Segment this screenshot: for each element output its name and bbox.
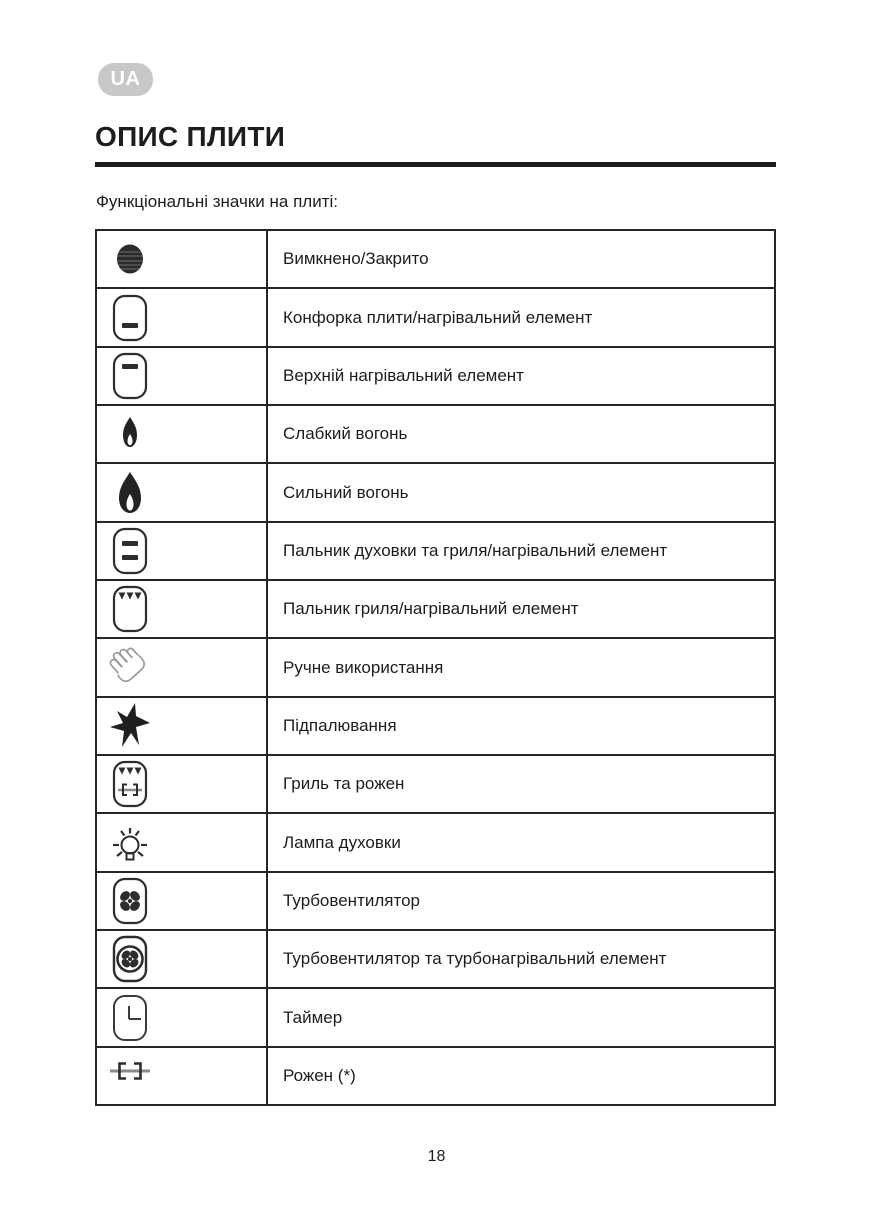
language-badge: UA	[98, 63, 153, 96]
row-label: Пальник духовки та гриля/нагрівальний елемент	[283, 540, 668, 560]
table-row	[97, 812, 774, 870]
grill-burner-icon	[108, 584, 152, 634]
table-row	[97, 1046, 774, 1104]
table-row	[97, 987, 774, 1045]
icon-cell	[97, 464, 268, 520]
row-label: Рожен (*)	[283, 1065, 356, 1085]
table-row	[97, 696, 774, 754]
icon-legend-table	[95, 229, 776, 1106]
table-row	[97, 929, 774, 987]
table-row	[97, 462, 774, 520]
icon-cell	[97, 756, 268, 812]
grill-rotisserie-icon	[108, 759, 152, 809]
icon-cell	[97, 814, 268, 870]
page-content	[95, 121, 776, 1106]
hotplate-icon	[108, 293, 152, 343]
timer-icon	[108, 993, 152, 1043]
row-label: Таймер	[283, 1007, 343, 1027]
manual-use-icon	[108, 643, 152, 693]
low-flame-icon	[108, 409, 152, 459]
table-row	[97, 404, 774, 462]
row-label: Верхній нагрівальний елемент	[283, 365, 524, 385]
table-row	[97, 579, 774, 637]
row-label: Пальник гриля/нагрівальний елемент	[283, 599, 579, 619]
icon-cell	[97, 231, 268, 287]
icon-cell	[97, 406, 268, 462]
icon-cell	[97, 289, 268, 345]
icon-cell	[97, 698, 268, 754]
oven-lamp-icon	[108, 818, 152, 868]
turbo-fan-heat-icon	[108, 934, 152, 984]
page-number: 18	[427, 1148, 446, 1165]
high-flame-icon	[108, 468, 152, 518]
turbo-fan-icon	[108, 876, 152, 926]
row-label: Конфорка плити/нагрівальний елемент	[283, 307, 593, 327]
icon-cell	[97, 989, 268, 1045]
table-row	[97, 287, 774, 345]
row-label: Підпалювання	[283, 715, 397, 735]
oven-grill-burner-icon	[108, 526, 152, 576]
row-label: Ручне використання	[283, 657, 444, 677]
intro-text: Функціональні значки на плиті:	[96, 192, 338, 211]
row-label: Турбовентилятор	[283, 890, 420, 910]
row-label: Гриль та рожен	[283, 774, 405, 794]
table-row	[97, 521, 774, 579]
row-label: Слабкий вогонь	[283, 424, 408, 444]
icon-cell	[97, 639, 268, 695]
icon-cell	[97, 931, 268, 987]
rotisserie-icon	[108, 1051, 152, 1101]
icon-cell	[97, 1048, 268, 1104]
page-title: ОПИС ПЛИТИ	[95, 121, 286, 152]
ignition-icon	[108, 701, 152, 751]
row-label: Сильний вогонь	[283, 482, 409, 502]
icon-cell	[97, 348, 268, 404]
icon-cell	[97, 523, 268, 579]
top-heat-icon	[108, 351, 152, 401]
title-rule	[95, 162, 776, 167]
table-row	[97, 754, 774, 812]
table-row	[97, 871, 774, 929]
table-row	[97, 346, 774, 404]
icon-cell	[97, 581, 268, 637]
off-icon	[108, 234, 152, 284]
row-label: Турбовентилятор та турбонагрівальний елемент	[283, 949, 667, 969]
row-label: Вимкнено/Закрито	[283, 249, 429, 269]
icon-cell	[97, 873, 268, 929]
table-row	[97, 231, 774, 287]
row-label: Лампа духовки	[283, 832, 401, 852]
table-row	[97, 637, 774, 695]
